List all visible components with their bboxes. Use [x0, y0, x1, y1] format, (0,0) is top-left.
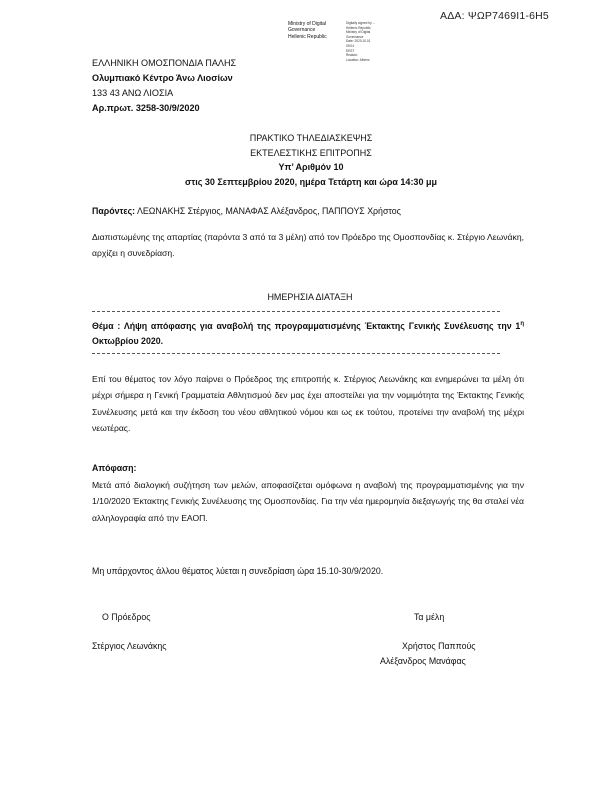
sender-place: Ολυμπιακό Κέντρο Άνω Λιοσίων	[92, 73, 233, 83]
document-header	[150, 131, 472, 189]
seal-detail-line: Hellenic Republic	[346, 25, 371, 30]
committee-name: ΕΚΤΕΛΕΣΤΙΚΗΣ ΕΠΙΤΡΟΠΗΣ	[250, 147, 372, 158]
present-label: Παρόντες:	[92, 206, 136, 216]
document-title: ΠΡΑΚΤΙΚΟ ΤΗΛΕΔΙΑΣΚΕΨΗΣ	[249, 133, 373, 143]
member-name: Αλέξανδρος Μανάφας	[380, 656, 466, 666]
sender-block	[92, 56, 236, 116]
president-title: Ο Πρόεδρος	[102, 612, 151, 622]
seal-details	[346, 21, 416, 62]
seal-line: Hellenic Republic	[288, 33, 327, 40]
seal-detail-line: EEST	[346, 48, 355, 53]
present-line	[92, 206, 401, 216]
ada-code: ΑΔΑ: ΨΩΡ7469Ι1-6Η5	[440, 10, 549, 22]
president-name: Στέργιος Λεωνάκης	[92, 641, 167, 651]
seal-detail-line: Reason:	[346, 53, 358, 58]
quorum-paragraph: Διαπιστωμένης της απαρτίας (παρόντα 3 από τα 3 μέλη) από τον Πρόεδρο της Ομοσπονδίας κ. Στέργιο Λεωνάκη, αρχίζει η συνεδρίαση.	[92, 232, 524, 259]
seal-detail-line: Location: Athens	[346, 57, 370, 62]
seal-detail-line: Digitally signed by ...	[346, 21, 376, 25]
meeting-date: στις 30 Σεπτεμβρίου 2020, ημέρα Τετάρτη και ώρα 14:30 μμ	[185, 176, 437, 187]
subject-end: Οκτωβρίου 2020.	[92, 335, 164, 346]
minutes-number: Υπ’ Αριθμόν 10	[278, 162, 344, 172]
sender-postcode: 133 43 ΑΝΩ ΛΙΟΣΙΑ	[92, 88, 174, 98]
seal-line: Ministry of Digital	[288, 21, 327, 27]
subject-superscript: η	[520, 321, 524, 327]
seal-detail-line: Governance	[346, 34, 364, 39]
subject-main: Θέμα : Λήψη απόφασης για αναβολή της προγραμματισμένης Έκτακτης Γενικής Συνέλευσης την 1	[92, 320, 521, 331]
agenda-subject	[92, 317, 524, 349]
seal-detail-line: Date: 2020.10.01	[346, 39, 371, 44]
decision-paragraph: Μετά από διαλογική συζήτηση των μελών, αποφασίζεται ομόφωνα η αναβολή της προγραμματισμένης για την 1/10/2020 Έκτακτης Γενικής Συνέλευσης της Ομοσπονδίας. Για την νέα ημερομηνία διεξαγωγής της θα σταλεί νέα αλληλογραφία από την ΕΑΟΠ.	[92, 480, 524, 523]
separator-line	[92, 311, 500, 312]
seal-detail-line: Ministry of Digital	[346, 30, 371, 35]
closing-line: Μη υπάρχοντος άλλου θέματος λύεται η συνεδρίαση ώρα 15.10-30/9/2020.	[92, 566, 384, 576]
members-title: Τα μέλη	[414, 612, 445, 622]
separator-line	[92, 353, 500, 354]
seal-title	[288, 21, 348, 40]
decision-label: Απόφαση:	[92, 463, 137, 473]
agenda-title: ΗΜΕΡΗΣΙΑ ΔΙΑΤΑΞΗ	[267, 292, 353, 302]
sender-org: ΕΛΛΗΝΙΚΗ ΟΜΟΣΠΟΝΔΙΑ ΠΑΛΗΣ	[92, 58, 237, 68]
discussion-paragraph: Επί του θέματος τον λόγο παίρνει ο Πρόεδρος της επιτροπής κ. Στέργιος Λεωνάκης και ενημερώνει τα μέλη ότι μέχρι σήμερα η Γενική Γραμματεία Αθλητισμού δεν μας έχει αποστείλει για την νομιμότητα της Έκτακτης Γενικής Συνέλευσης μετά και την έκδοση του νέου αθλητικού νόμου και ως εκ τούτου, προτείνει την αναβολή της μέχρι νεωτέρας.	[92, 374, 524, 434]
present-names: ΛΕΩΝΑΚΗΣ Στέργιος, ΜΑΝΑΦΑΣ Αλέξανδρος, ΠΑΠΠΟΥΣ Χρήστος	[135, 206, 401, 216]
digital-signature-seal	[288, 21, 416, 61]
protocol-number: Αρ.πρωτ. 3258-30/9/2020	[92, 103, 200, 113]
seal-line: Governance	[288, 27, 316, 34]
seal-detail-line: 09:04	[346, 43, 354, 48]
member-name: Χρήστος Παππούς	[402, 641, 476, 651]
